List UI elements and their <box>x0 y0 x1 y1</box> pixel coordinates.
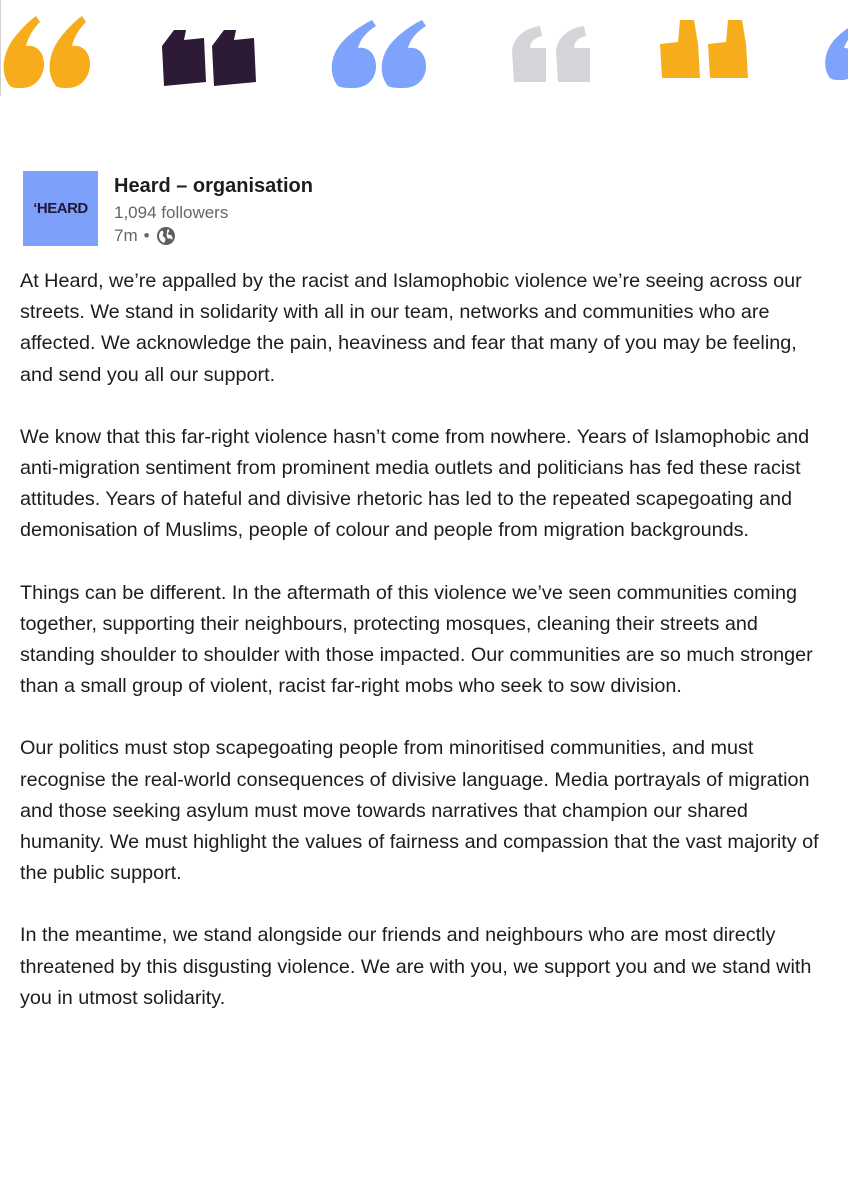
globe-icon <box>156 226 176 246</box>
orange-quote-icon <box>2 14 92 90</box>
banner-edge <box>0 0 1 96</box>
org-name-link[interactable]: Heard – organisation <box>114 175 313 197</box>
org-logo-text: ‘HEARD <box>33 200 88 217</box>
post-time: 7m <box>114 226 138 245</box>
post-paragraph: Things can be different. In the aftermath of this violence we’ve seen communities coming together, supporting their neighbours, protecting mosques, cleaning their streets and standing shoulder to shoulder with those impacted. Our communities are so much stronger than a small group of violent, racist far-right mobs who seek to sow division. <box>20 581 813 698</box>
post-paragraph: At Heard, we’re appalled by the racist and Islamophobic violence we’re seeing across our streets. We stand in solidarity with all in our team, networks and communities who are affected. We acknowledge the pain, heaviness and fear that many of you may be feeling, and send you all our support. <box>20 270 802 386</box>
meta-separator: • <box>143 226 150 245</box>
post-meta <box>114 226 176 246</box>
quote-marks-banner <box>0 0 848 100</box>
post-body <box>20 266 830 1045</box>
post-header <box>0 168 848 252</box>
blue-partial-quote-icon <box>822 20 848 82</box>
post-paragraph: In the meantime, we stand alongside our friends and neighbours who are most directly threatened by this disgusting violence. We are with you, we support you and we stand with you in utmost solidarity. <box>20 924 812 1009</box>
followers-count: 1,094 followers <box>114 203 229 222</box>
post-paragraph: We know that this far-right violence hasn’t come from nowhere. Years of Islamophobic and anti-migration sentiment from prominent media outlets and politicians has fed these racist attitudes. Years of hateful and divisive rhetoric has led to the repeated scapegoating and demonisation of Muslims, people of colour and people from migration backgrounds. <box>20 425 810 542</box>
linkedin-post <box>0 168 848 1009</box>
grey-quote-icon <box>510 24 594 84</box>
dark-quote-icon <box>160 26 260 88</box>
org-logo[interactable] <box>23 171 98 246</box>
blue-quote-icon <box>330 18 430 90</box>
orange-block-quote-icon <box>658 16 754 82</box>
post-paragraph: Our politics must stop scapegoating people from minoritised communities, and must recognise the real-world consequences of divisive language. Media portrayals of migration and those seeking asylum must move towards narratives that champion our shared humanity. We must highlight the values of fairness and compassion that the vast majority of the public support. <box>20 737 819 885</box>
